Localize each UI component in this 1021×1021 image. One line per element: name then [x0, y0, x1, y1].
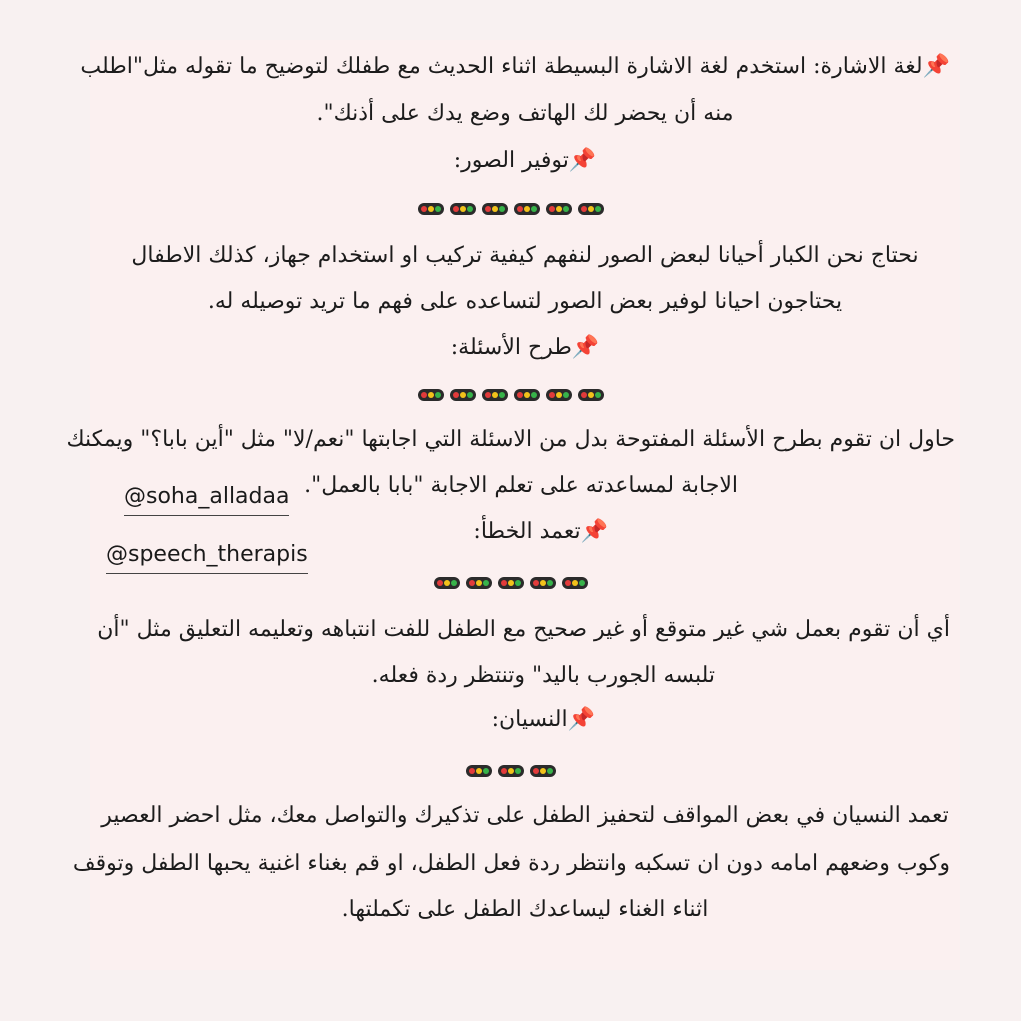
- traffic-light-divider-4: [0, 760, 1021, 779]
- traffic-light-icon: [418, 203, 444, 215]
- handle-speech-therapis: @speech_therapis: [106, 542, 308, 574]
- traffic-light-icon: [578, 203, 604, 215]
- traffic-light-icon: [498, 765, 524, 777]
- traffic-light-icon: [546, 203, 572, 215]
- traffic-light-divider-2: [0, 384, 1021, 403]
- traffic-light-icon: [466, 577, 492, 589]
- section-2-line-2: يحتاجون احيانا لوفير بعض الصور لتساعده على فهم ما تريد توصيله له.: [207, 289, 843, 314]
- section-5-heading: 📌النسيان:: [491, 707, 595, 732]
- traffic-light-icon: [434, 577, 460, 589]
- section-2-line-1: نحتاج نحن الكبار أحيانا لبعض الصور لنفهم كيفية تركيب او استخدام جهاز، كذلك الاطفال: [131, 243, 919, 268]
- traffic-light-icon: [450, 389, 476, 401]
- traffic-light-icon: [530, 765, 556, 777]
- traffic-light-icon: [530, 577, 556, 589]
- traffic-light-icon: [514, 389, 540, 401]
- traffic-light-icon: [450, 203, 476, 215]
- section-1-line-1: 📌لغة الاشارة: استخدم لغة الاشارة البسيطة اثناء الحديث مع طفلك لتوضيح ما تقوله مثل"اطلب: [80, 54, 950, 79]
- traffic-light-icon: [466, 765, 492, 777]
- traffic-light-divider-3: [0, 572, 1021, 591]
- section-5-line-2: وكوب وضعهم امامه دون ان تسكبه وانتظر ردة فعل الطفل، او قم بغناء اغنية يحبها الطفل وتوقف: [72, 851, 950, 876]
- section-3-heading: 📌طرح الأسئلة:: [450, 335, 600, 360]
- section-4-line-2: تلبسه الجورب باليد" وتنتظر ردة فعله.: [371, 663, 715, 688]
- traffic-light-icon: [482, 389, 508, 401]
- traffic-light-icon: [482, 203, 508, 215]
- traffic-light-icon: [418, 389, 444, 401]
- section-3-line-2: الاجابة لمساعدته على تعلم الاجابة "بابا بالعمل".: [304, 473, 738, 498]
- section-5-line-3: اثناء الغناء ليساعدك الطفل على تكملتها.: [341, 897, 709, 922]
- section-4-line-1: أي أن تقوم بعمل شي غير متوقع أو غير صحيح مع الطفل للفت انتباهه وتعليمه التعليق مثل "أن: [97, 617, 950, 642]
- traffic-light-icon: [562, 577, 588, 589]
- section-2-heading: 📌توفير الصور:: [453, 148, 597, 173]
- handle-soha-alladaa: @soha_alladaa: [124, 484, 289, 516]
- section-1-line-2: منه أن يحضر لك الهاتف وضع يدك على أذنك".: [316, 101, 734, 126]
- section-3-line-1: حاول ان تقوم بطرح الأسئلة المفتوحة بدل من الاسئلة التي اجابتها "نعم/لا" مثل "أين بابا؟" ويمكنك: [66, 427, 955, 452]
- section-4-heading: 📌تعمد الخطأ:: [473, 519, 608, 544]
- traffic-light-icon: [498, 577, 524, 589]
- traffic-light-icon: [578, 389, 604, 401]
- section-5-line-1: تعمد النسيان في بعض المواقف لتحفيز الطفل على تذكيرك والتواصل معك، مثل احضر العصير: [101, 803, 949, 828]
- traffic-light-icon: [514, 203, 540, 215]
- traffic-light-icon: [546, 389, 572, 401]
- traffic-light-divider-1: [0, 198, 1021, 217]
